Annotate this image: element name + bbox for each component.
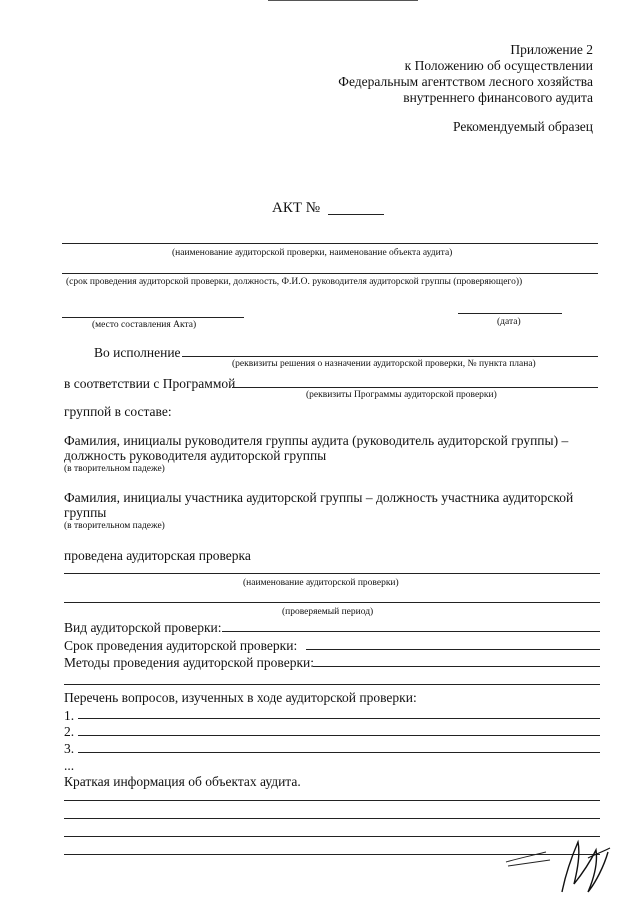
decision-caption: (реквизиты решения о назначении аудиторской проверки, № пункта плана) (232, 359, 536, 369)
period-line (64, 602, 600, 603)
type-label: Вид аудиторской проверки: (64, 620, 222, 635)
date-line (458, 313, 562, 314)
audit-term-caption: (срок проведения аудиторской проверки, должность, Ф.И.О. руководителя аудиторской группы (проверяющего)) (66, 277, 523, 287)
act-title: АКТ № (272, 200, 321, 216)
term-label: Срок проведения аудиторской проверки: (64, 638, 298, 653)
question-3-line (78, 752, 600, 753)
questions-label: Перечень вопросов, изученных в ходе аудиторской проверки: (64, 690, 417, 705)
audit-name-caption: (наименование аудиторской проверки, наименование объекта аудита) (172, 248, 453, 258)
program-label: в соответствии с Программой (64, 376, 236, 391)
leader-line-2: должность руководителя аудиторской группы (64, 448, 327, 463)
program-line (232, 387, 598, 388)
place-line (62, 317, 244, 318)
methods-label: Методы проведения аудиторской проверки: (64, 655, 314, 670)
member-line-1: Фамилия, инициалы участника аудиторской группы – должность участника аудиторской (64, 490, 574, 505)
conducted-label: проведена аудиторская проверка (64, 548, 251, 563)
audit-term-line (62, 273, 598, 274)
program-caption: (реквизиты Программы аудиторской проверки) (306, 390, 497, 400)
term-line (306, 649, 600, 650)
scan-edge-line (268, 0, 418, 1)
header-regulation: к Положению об осуществлении (404, 58, 593, 73)
methods-line-2 (64, 684, 600, 685)
question-2-number: 2. (64, 724, 75, 739)
questions-ellipsis: ... (64, 758, 75, 773)
place-caption: (место составления Акта) (92, 320, 197, 330)
question-3-number: 3. (64, 741, 75, 756)
leader-line-1: Фамилия, инициалы руководителя группы аудита (руководитель аудиторской группы) – (64, 433, 569, 448)
question-2-line (78, 735, 600, 736)
execution-label: Во исполнение (94, 345, 181, 360)
sample-label: Рекомендуемый образец (452, 119, 593, 134)
act-number-field (328, 214, 384, 215)
brief-info-label: Краткая информация об объектах аудита. (64, 774, 301, 789)
methods-line (313, 666, 600, 667)
member-line-2: группы (64, 505, 107, 520)
brief-line-1 (64, 800, 600, 801)
type-line (222, 631, 600, 632)
member-case-note: (в творительном падеже) (64, 521, 165, 531)
appendix-number: Приложение 2 (510, 42, 593, 57)
audit-name-caption-2: (наименование аудиторской проверки) (243, 578, 399, 588)
question-1-line (78, 718, 600, 719)
audit-name-line (62, 243, 598, 244)
audit-type-name-line (64, 573, 600, 574)
date-caption: (дата) (497, 317, 521, 327)
question-1-number: 1. (64, 708, 75, 723)
group-label: группой в составе: (64, 404, 172, 419)
handwritten-signature (500, 822, 620, 902)
brief-line-2 (64, 818, 600, 819)
decision-line (182, 356, 598, 357)
leader-case-note: (в творительном падеже) (64, 464, 165, 474)
header-audit: внутреннего финансового аудита (403, 90, 593, 105)
period-caption: (проверяемый период) (282, 607, 374, 617)
header-agency: Федеральным агентством лесного хозяйства (338, 74, 593, 89)
